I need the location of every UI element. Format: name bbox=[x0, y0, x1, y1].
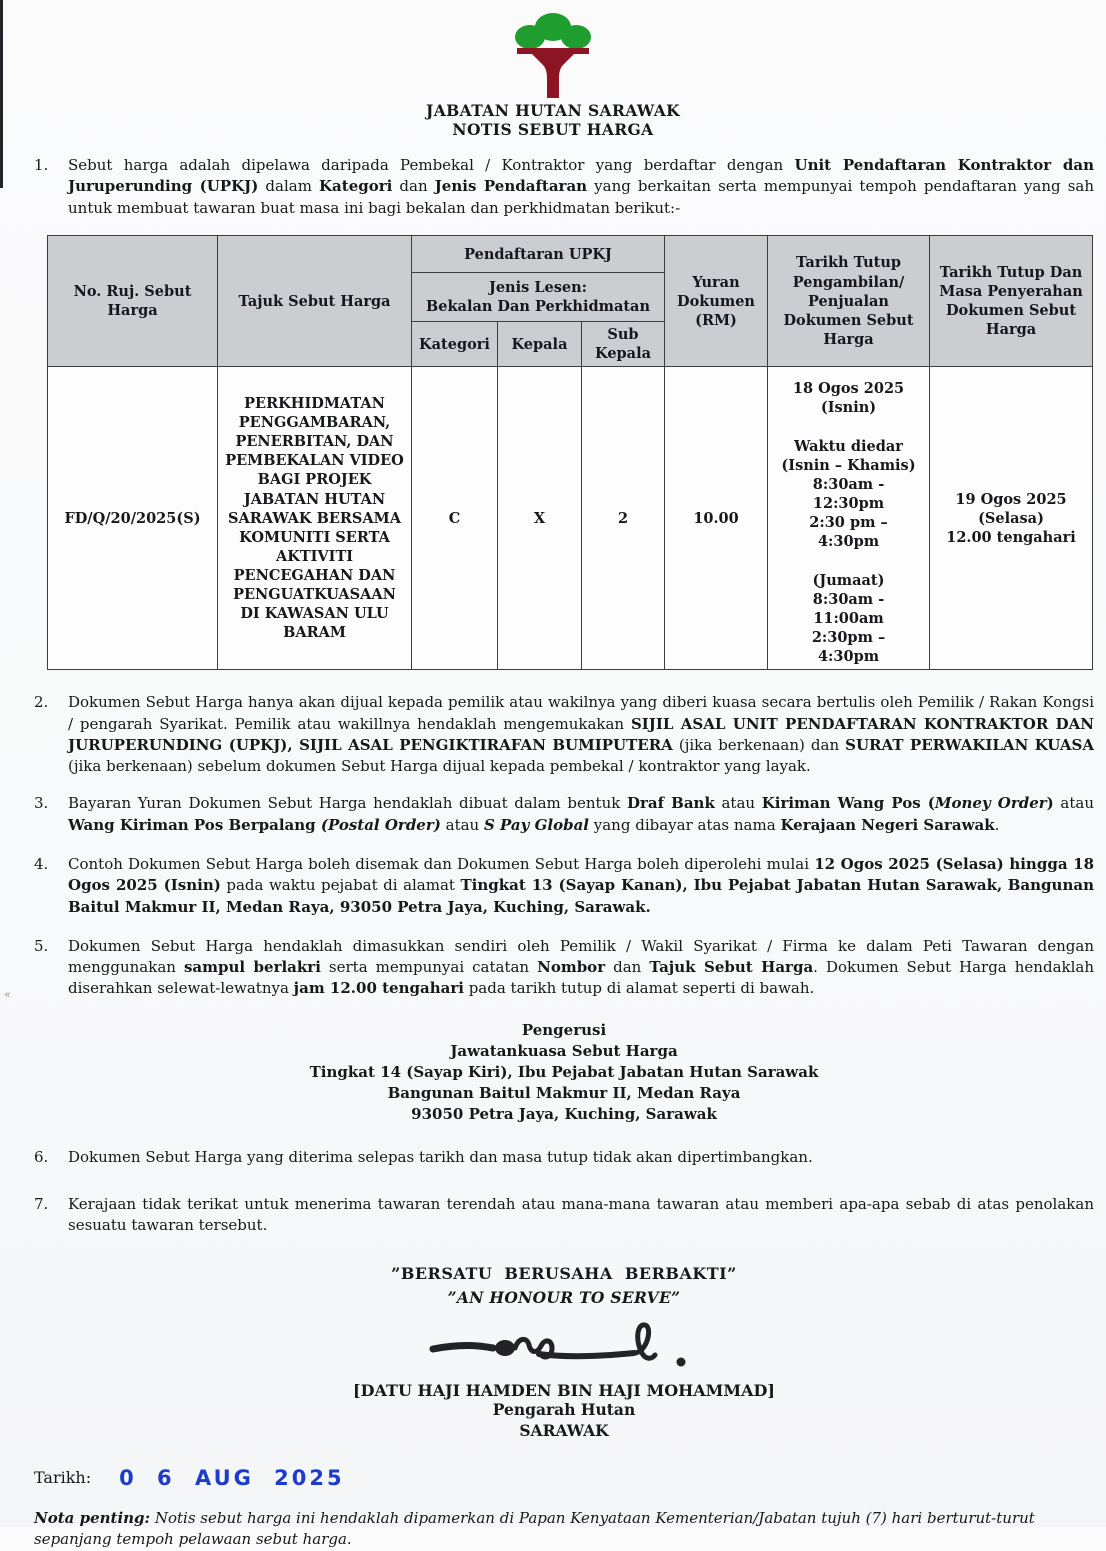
cell-tarikh-pengambilan: 18 Ogos 2025 (Isnin) Waktu diedar (Isnin – Khamis) 8:30am - 12:30pm 2:30 pm – 4:30pm (Jumaat) 8:30am - 11:00am 2:30pm – 4:30pm bbox=[768, 367, 930, 670]
clause-text: Bayaran Yuran Dokumen Sebut Harga hendaklah dibuat dalam bentuk Draf Bank atau Kiriman Wang Pos (Money Order) atau Wang Kiriman Pos Berpalang (Postal Order) atau S Pay Global yang dibayar atas nama Kerajaan Negeri Sarawak. bbox=[68, 794, 1094, 834]
scan-artifact-left-edge bbox=[0, 0, 3, 188]
header-tarikh-penyerahan: Tarikh Tutup Dan Masa Penyerahan Dokumen Sebut Harga bbox=[930, 236, 1093, 367]
clause-4 bbox=[34, 854, 1094, 918]
clause-6 bbox=[34, 1147, 1094, 1168]
clause-text: Dokumen Sebut Harga yang diterima selepas tarikh dan masa tutup tidak akan dipertimbangkan. bbox=[68, 1147, 813, 1166]
clause-number: 7. bbox=[34, 1195, 49, 1214]
clause-number: 1. bbox=[34, 156, 49, 175]
clause-text: Kerajaan tidak terikat untuk menerima tawaran terendah atau mana-mana tawaran atau memberi apa-apa sebab di atas penolakan sesuatu tawaran tersebut. bbox=[68, 1195, 1094, 1235]
clause-text: Dokumen Sebut Harga hanya akan dijual kepada pemilik atau wakilnya yang diberi kuasa secara bertulis oleh Pemilik / Rakan Kongsi / pengarah Syarikat. Pemilik atau wakillnya hendaklah mengemukakan SIJIL ASAL UNIT PENDAFTARAN KONTRAKTOR DAN JURUPERUNDING (UPKJ), SIJIL ASAL PENGIKTIRAFAN BUMIPUTERA (jika berkenaan) dan SURAT PERWAKILAN KUASA (jika berkenaan) sebelum dokumen Sebut Harga dijual kepada pembekal / kontraktor yang layak. bbox=[68, 693, 1094, 776]
header-pendaftaran-upkj: Pendaftaran UPKJ bbox=[412, 236, 665, 273]
date-line bbox=[34, 1466, 1106, 1490]
header-kepala: Kepala bbox=[498, 322, 582, 367]
clause-3 bbox=[34, 793, 1094, 836]
forest-tree-logo bbox=[507, 12, 599, 98]
clause-text: Dokumen Sebut Harga hendaklah dimasukkan sendiri oleh Pemilik / Wakil Syarikat / Firma ke dalam Peti Tawaran dengan menggunakan sampul berlakri serta mempunyai catatan Nombor dan Tajuk Sebut Harga. Dokumen Sebut Harga hendaklah diserahkan selewat-lewatnya jam 12.00 tengahari pada tarikh tutup di alamat seperti di bawah. bbox=[68, 936, 1094, 998]
clause-text: Contoh Dokumen Sebut Harga boleh disemak dan Dokumen Sebut Harga boleh diperolehi mulai 12 Ogos 2025 (Selasa) hingga 18 Ogos 2025 (Isnin) pada waktu pejabat di alamat Tingkat 13 (Sayap Kanan), Ibu Pejabat Jabatan Hutan Sarawak, Bangunan Baitul Makmur II, Medan Raya, 93050 Petra Jaya, Kuching, Sarawak. bbox=[68, 854, 1095, 916]
clause-number: 3. bbox=[34, 794, 49, 813]
header-tarikh-pengambilan: Tarikh Tutup Pengambilan/ Penjualan Dokumen Sebut Harga bbox=[768, 236, 930, 367]
header-jenis-lesen: Jenis Lesen: Bekalan Dan Perkhidmatan bbox=[412, 273, 665, 322]
cell-no-ruj: FD/Q/20/2025(S) bbox=[48, 367, 218, 670]
clause-number: 2. bbox=[34, 693, 49, 712]
document-title: NOTIS SEBUT HARGA bbox=[452, 119, 654, 139]
clause-number: 5. bbox=[34, 936, 49, 955]
clause-number: 4. bbox=[34, 854, 49, 873]
header-kategori: Kategori bbox=[412, 322, 498, 367]
clause-number: 6. bbox=[34, 1147, 49, 1166]
submission-address-block: Pengerusi Jawatankuasa Sebut Harga Tingkat 14 (Sayap Kiri), Ibu Pejabat Jabatan Hutan Sarawak Bangunan Baitul Makmur II, Medan Raya 93050 Petra Jaya, Kuching, Sarawak bbox=[309, 1020, 819, 1123]
cell-kategori: C bbox=[412, 367, 498, 670]
header-no-ruj: No. Ruj. Sebut Harga bbox=[48, 236, 218, 367]
document-body bbox=[0, 155, 1106, 1441]
organization-name: JABATAN HUTAN SARAWAK bbox=[425, 101, 681, 120]
signatory-region: SARAWAK bbox=[519, 1420, 609, 1440]
header-tajuk: Tajuk Sebut Harga bbox=[218, 236, 412, 367]
cell-tajuk: PERKHIDMATAN PENGGAMBARAN, PENERBITAN, DAN PEMBEKALAN VIDEO BAGI PROJEK JABATAN HUTAN SARAWAK BERSAMA KOMUNITI SERTA AKTIVITI PENCEGAHAN DAN PENGUATKUASAAN DI KAWASAN ULU BARAM bbox=[218, 367, 412, 670]
cell-tarikh-penyerahan: 19 Ogos 2025 (Selasa) 12.00 tengahari bbox=[930, 367, 1093, 670]
signatory-name: [DATU HAJI HAMDEN BIN HAJI MOHAMMAD] bbox=[353, 1380, 775, 1400]
signatory-title: Pengarah Hutan bbox=[492, 1399, 636, 1419]
motto-malay: ”BERSATU BERUSAHA BERBAKTI” bbox=[391, 1263, 737, 1283]
tender-row bbox=[48, 367, 1093, 670]
important-note-text: Notis sebut harga ini hendaklah dipamerkan di Papan Kenyataan Kementerian/Jabatan tujuh (7) hari berturut-turut sepanjang tempoh pelawaan sebut harga. bbox=[34, 1508, 1035, 1549]
clause-7 bbox=[34, 1194, 1094, 1237]
date-stamp: 0 6 AUG 2025 bbox=[119, 1465, 345, 1490]
clause-text: Sebut harga adalah dipelawa daripada Pembekal / Kontraktor yang berdaftar dengan Unit Pendaftaran Kontraktor dan Juruperunding (UPKJ) dalam Kategori dan Jenis Pendaftaran yang berkaitan serta mempunyai tempoh pendaftaran yang sah untuk membuat tawaran buat masa ini bagi bekalan dan perkhidmatan berikut:- bbox=[68, 156, 1095, 217]
scan-artifact-mark: « bbox=[4, 988, 11, 1001]
cell-sub-kepala: 2 bbox=[582, 367, 665, 670]
important-note-label: Nota penting: bbox=[34, 1508, 151, 1527]
handwritten-signature-icon bbox=[419, 1315, 709, 1377]
clause-1 bbox=[34, 155, 1094, 219]
document-header bbox=[0, 0, 1106, 139]
important-note bbox=[34, 1508, 1094, 1551]
tender-table bbox=[47, 235, 1093, 670]
header-yuran: Yuran Dokumen (RM) bbox=[665, 236, 768, 367]
date-label: Tarikh: bbox=[34, 1468, 92, 1488]
motto-english: ”AN HONOUR TO SERVE” bbox=[447, 1288, 681, 1308]
clause-5 bbox=[34, 936, 1094, 1000]
cell-yuran: 10.00 bbox=[665, 367, 768, 670]
motto-block bbox=[34, 1263, 1094, 1309]
header-sub-kepala: Sub Kepala bbox=[582, 322, 665, 367]
clause-2 bbox=[34, 692, 1094, 777]
cell-kepala: X bbox=[498, 367, 582, 670]
signature-block bbox=[34, 1315, 1094, 1442]
